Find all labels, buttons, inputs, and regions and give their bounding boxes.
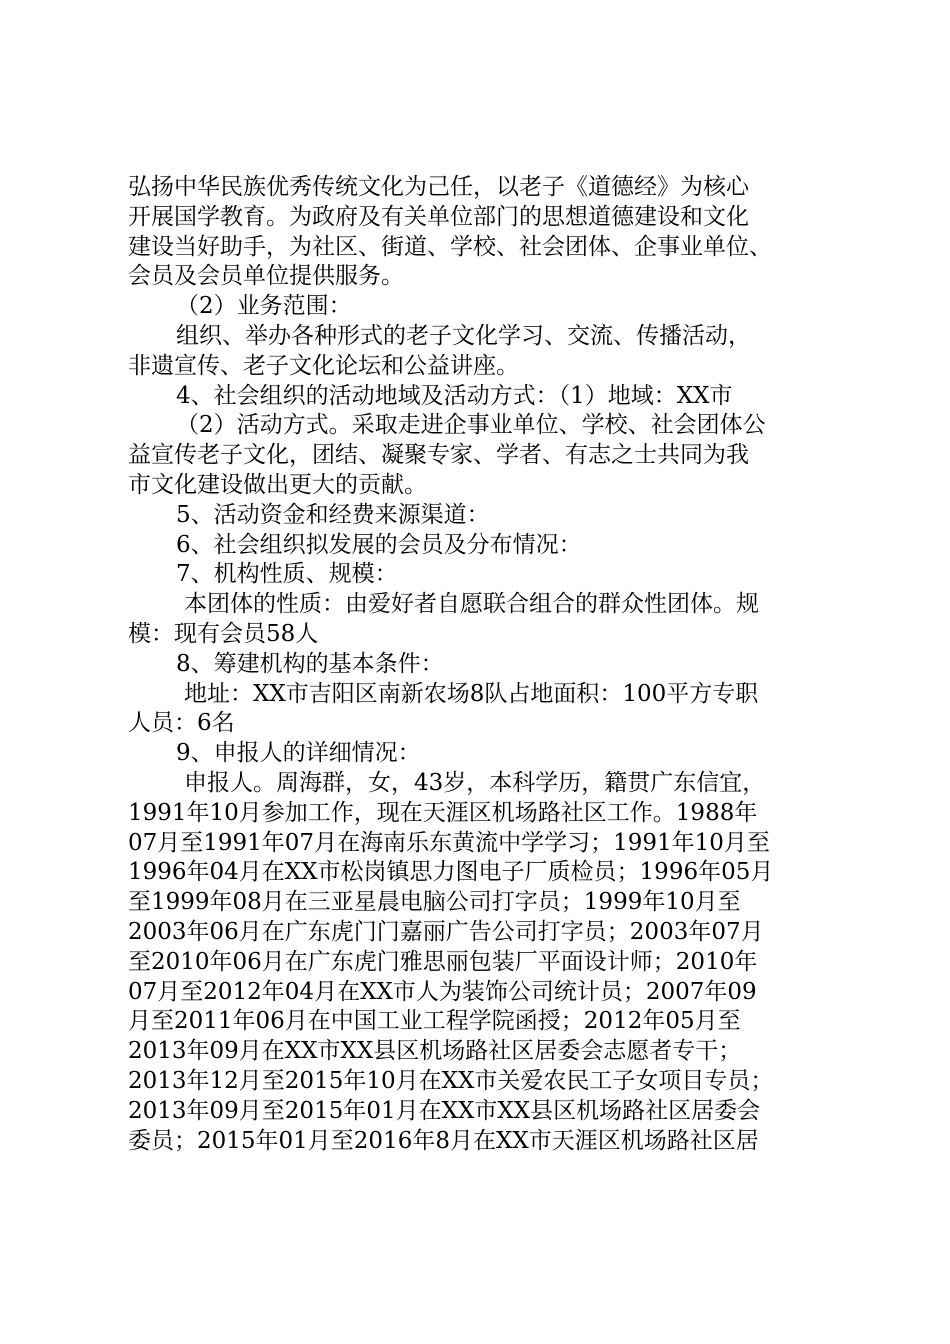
text-line: 人员：6名 xyxy=(128,710,235,736)
text-line: 组织、举办各种形式的老子文化学习、交流、传播活动， xyxy=(176,323,751,349)
text-line: 2003年06月在广东虎门门嘉丽广告公司打字员；2003年07月 xyxy=(128,919,764,945)
text-line: 7、机构性质、规模： xyxy=(176,561,398,587)
text-line: 模：现有会员58人 xyxy=(128,621,319,647)
text-line: 市文化建设做出更大的贡献。 xyxy=(128,472,427,498)
text-line: 益宣传老子文化，团结、凝聚专家、学者、有志之士共同为我 xyxy=(128,442,749,468)
text-line: 委员；2015年01月至2016年8月在XX市天涯区机场路社区居 xyxy=(128,1128,759,1154)
text-line: 申报人。周海群，女，43岁，本科学历，籍贯广东信宜， xyxy=(184,770,766,796)
text-line: 至1999年08月在三亚星晨电脑公司打字员；1999年10月至 xyxy=(128,889,741,915)
text-line: （2）活动方式。采取走进企事业单位、学校、社会团体公 xyxy=(176,412,766,438)
text-line: 弘扬中华民族优秀传统文化为己任，以老子《道德经》为核心 xyxy=(128,174,749,200)
text-line: 9、申报人的详细情况： xyxy=(176,740,421,766)
text-line: 1991年10月参加工作，现在天涯区机场路社区工作。1988年 xyxy=(128,800,758,826)
text-line: 07月至2012年04月在XX市人为装饰公司统计员；2007年09 xyxy=(128,979,757,1005)
text-line: 至2010年06月在广东虎门雅思丽包装厂平面设计师；2010年 xyxy=(128,949,758,975)
text-line: 开展国学教育。为政府及有关单位部门的思想道德建设和文化 xyxy=(128,204,749,230)
text-line: 2013年09月至2015年01月在XX市XX县区机场路社区居委会 xyxy=(128,1098,761,1124)
text-line: 07月至1991年07月在海南乐东黄流中学学习；1991年10月至 xyxy=(128,830,770,856)
text-line: 1996年04月在XX市松岗镇思力图电子厂质检员；1996年05月 xyxy=(128,859,774,885)
text-line: 5、活动资金和经费来源渠道： xyxy=(176,502,490,528)
text-line: 会员及会员单位提供服务。 xyxy=(128,263,404,289)
text-line: 地址：XX市吉阳区南新农场8队占地面积：100平方专职 xyxy=(184,681,759,707)
text-line: 6、社会组织拟发展的会员及分布情况： xyxy=(176,532,582,558)
text-line: 建设当好助手，为社区、街道、学校、社会团体、企事业单位、 xyxy=(128,234,772,260)
text-line: 月至2011年06月在中国工业工程学院函授；2012年05月至 xyxy=(128,1008,741,1034)
text-line: 本团体的性质：由爱好者自愿联合组合的群众性团体。规 xyxy=(184,591,759,617)
text-line: （2）业务范围： xyxy=(176,293,352,319)
text-line: 8、筹建机构的基本条件： xyxy=(176,651,444,677)
text-line: 2013年12月至2015年10月在XX市关爱农民工子女项目专员； xyxy=(128,1068,774,1094)
text-line: 2013年09月在XX市XX县区机场路社区居委会志愿者专干； xyxy=(128,1038,742,1064)
text-line: 非遗宣传、老子文化论坛和公益讲座。 xyxy=(128,353,519,379)
text-line: 4、社会组织的活动地域及活动方式：（1）地域：XX市 xyxy=(176,383,733,409)
